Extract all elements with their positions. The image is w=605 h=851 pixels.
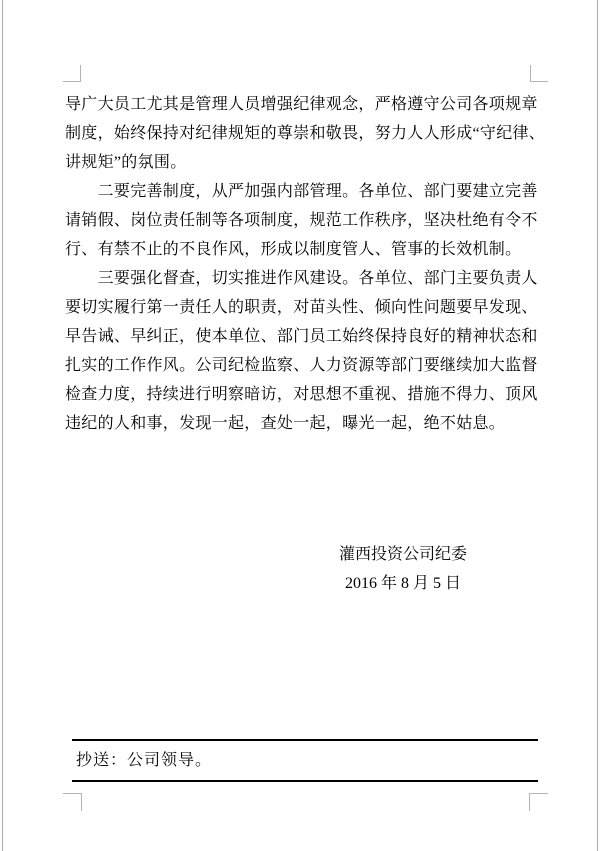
body-line: 行、有禁不止的不良作风，形成以制度管人、管事的长效机制。 bbox=[65, 241, 522, 258]
signature-block bbox=[328, 540, 478, 598]
margin-mark-top-right bbox=[530, 65, 548, 82]
body-line: 二要完善制度，从严加强内部管理。各单位、部门要建立完善 bbox=[65, 183, 538, 200]
body-line: 早告诫、早纠正，使本单位、部门员工始终保持良好的精神状态和 bbox=[65, 328, 538, 345]
cc-divider-bottom bbox=[72, 780, 538, 782]
body-line: 检查力度，持续进行明察暗访，对思想不重视、措施不得力、顶风 bbox=[65, 386, 538, 403]
document-body bbox=[65, 90, 546, 438]
body-line: 导广大员工尤其是管理人员增强纪律观念，严格遵守公司各项规章 bbox=[65, 96, 538, 113]
page-left-edge bbox=[2, 0, 3, 851]
cc-line: 抄送：公司领导。 bbox=[76, 752, 213, 769]
body-line: 制度，始终保持对纪律规矩的尊崇和敬畏，努力人人形成“守纪律、 bbox=[65, 125, 546, 142]
cc-divider-top bbox=[72, 739, 538, 741]
body-line: 讲规矩”的氛围。 bbox=[65, 154, 187, 171]
page-right-edge bbox=[597, 0, 598, 851]
margin-mark-bottom-right bbox=[529, 793, 548, 811]
body-line: 请销假、岗位责任制等各项制度，规范工作秩序，坚决杜绝有令不 bbox=[65, 212, 538, 229]
body-line: 违纪的人和事，发现一起，查处一起，曝光一起，绝不姑息。 bbox=[65, 415, 506, 432]
body-line: 扎实的工作作风。公司纪检监察、人力资源等部门要继续加大监督 bbox=[65, 357, 538, 374]
signature-org: 灌西投资公司纪委 bbox=[338, 546, 467, 563]
margin-mark-bottom-left bbox=[63, 793, 82, 811]
signature-date: 2016 年 8 月 5 日 bbox=[344, 575, 461, 592]
margin-mark-top-left bbox=[63, 65, 81, 82]
body-line: 三要强化督查，切实推进作风建设。各单位、部门主要负责人 bbox=[65, 270, 538, 287]
body-line: 要切实履行第一责任人的职责，对苗头性、倾向性问题要早发现、 bbox=[65, 299, 538, 316]
